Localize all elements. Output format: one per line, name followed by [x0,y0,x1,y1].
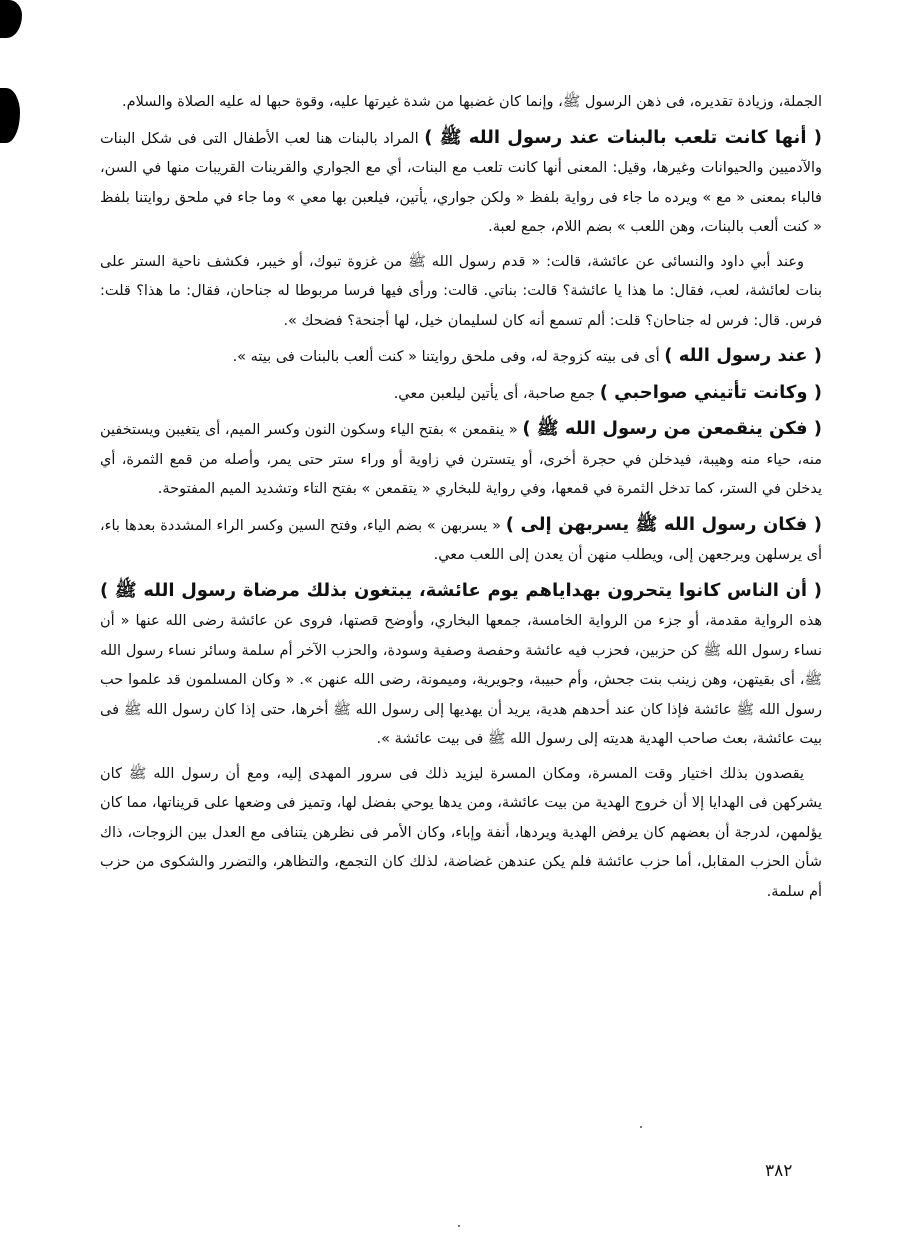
paragraph-6 [100,414,822,505]
paragraph-text: « يسربهن » بضم الياء، وفتح السين وكسر الراء المشددة بعدها باء، أى يرسلهن ويرجعهن إلى، ويطلب منهن أن يعدن إلى اللعب معي. [100,517,822,563]
scan-speck [458,1225,460,1227]
page-number: ٣٨٢ [765,1161,793,1181]
paragraph-heading: ( فكن ينقمعن من رسول الله ﷺ ) [522,418,823,439]
paragraph-heading: ( عند رسول الله ) [664,345,822,366]
paragraph-text: « ينقمعن » بفتح الياء وسكون النون وكسر الميم، أى يتغيبن ويستخفين منه، حياء منه وهيبة، فيدخلن في حجرة أخرى، أو يتسترن في زاوية أو وراء ستر حتى يمر، وأصله من قمع الثمرة، أي يدخلن في الستر، كما تدخل الثمرة في قمعها، وفي رواية للبخاري « يتقمعن » بفتح التاء وتشديد الميم المفتوحة. [100,422,822,497]
paragraph-1 [100,88,822,118]
paragraph-text: يقصدون بذلك اختيار وقت المسرة، ومكان المسرة ليزيد ذلك فى سرور المهدى إليه، ومع أن رسول الله ﷺ كان يشركهن فى الهدايا إلا أن خروج الهدية من بيت عائشة، ومن يدها يوحي بفضل لها، وتميز فى وضعها على قريناتها، مما كان يؤلمهن، لدرجة أن بعضهم كان يرفض الهدية ويردها، أنفة وإباء، وكان الأمر فى نظرهن يتنافى مع العدل بين الزوجات، ذاك شأن الحزب المقابل، أما حزب عائشة فلم يكن عندهن غضاضة، لذلك كان التجمع، والتظاهر، والتضرر والشكوى من حزب أم سلمة. [100,765,822,900]
paragraph-text: المراد بالبنات هنا لعب الأطفال التى فى شكل البنات والآدميين والحيوانات وغيرها، وقيل: المعنى أنها كانت تلعب مع البنات، أي مع الجواري والقرينات القريبات منها في السن، فالباء بمعنى « مع » ويرده ما جاء فى رواية بلفظ « ولكن جواري، يأتين، فيلعبن بها معي » وما جاء في ملحق روايتنا بلفظ « كنت ألعب بالبنات، وهن اللعب » بضم اللام، جمع لعبة. [100,130,822,235]
paragraph-text: أى فى بيته كزوجة له، وفى ملحق روايتنا « كنت ألعب بالبنات فى بيته ». [232,349,660,365]
paragraph-5 [100,378,822,410]
page-body [100,88,822,912]
paragraph-heading: ( أنها كانت تلعب بالبنات عند رسول الله ﷺ ) [424,126,822,148]
paragraph-heading: ( وكانت تأتيني صواحبي ) [599,381,822,403]
scan-edge-mark-middle [0,88,20,143]
paragraph-text: هذه الرواية مقدمة، أو جزء من الرواية الخامسة، جمعها البخاري، وأوضح قصتها، فروى عن عائشة رضى الله عنها « أن نساء رسول الله ﷺ كن حزبين، فحزب فيه عائشة وحفصة وصفية وسودة، والحزب الآخر أم سلمة وسائر نساء رسول الله ﷺ، أى بقيتهن، وهن زينب بنت جحش، وأم حبيبة، وجويرية، وميمونة، رضى الله عنهن ». « وكان المسلمون قد علموا حب رسول الله ﷺ عائشة فإذا كان عند أحدهم هدية، يريد أن يهديها إلى رسول الله ﷺ أخرها، حتى إذا كان رسول الله ﷺ فى بيت عائشة، بعث صاحب الهدية هديته إلى رسول الله ﷺ فى بيت عائشة ». [100,613,822,747]
paragraph-text: جمع صاحبة، أى يأتين ليلعبن معي. [393,385,596,402]
paragraph-heading: ( فكان رسول الله ﷺ يسربهن إلى ) [505,513,823,535]
paragraph-text: وعند أبي داود والنسائى عن عائشة، قالت: « قدم رسول الله ﷺ من غزوة تبوك، أو خيبر، فكشف ناحية الستر على بنات لعائشة، لعب، فقال: ما هذا يا عائشة؟ قالت: بناتي. قالت: ورأى فيها فرسا مربوطا له جناحان، فقال: ما هذا؟ قلت: فرس. قال: فرس له جناحان؟ قلت: ألم تسمع أنه كان لسليمان خيل، لها أجنحة؟ فضحك ». [100,253,822,329]
paragraph-4 [100,341,822,373]
paragraph-text: الجملة، وزيادة تقديره، فى ذهن الرسول ﷺ، وإنما كان غضبها من شدة غيرتها عليه، وقوة حبها له عليه الصلاة والسلام. [122,94,822,110]
paragraph-2 [100,123,822,243]
paragraph-9 [100,760,822,908]
paragraph-7 [100,510,822,571]
scan-edge-mark-top [0,0,22,38]
scan-speck [640,1126,642,1128]
paragraph-heading: ( أن الناس كانوا يتحرون بهداياهم يوم عائشة، يبتغون بذلك مرضاة رسول الله ﷺ ) [100,579,822,601]
paragraph-8 [100,576,822,755]
paragraph-3 [100,248,822,337]
